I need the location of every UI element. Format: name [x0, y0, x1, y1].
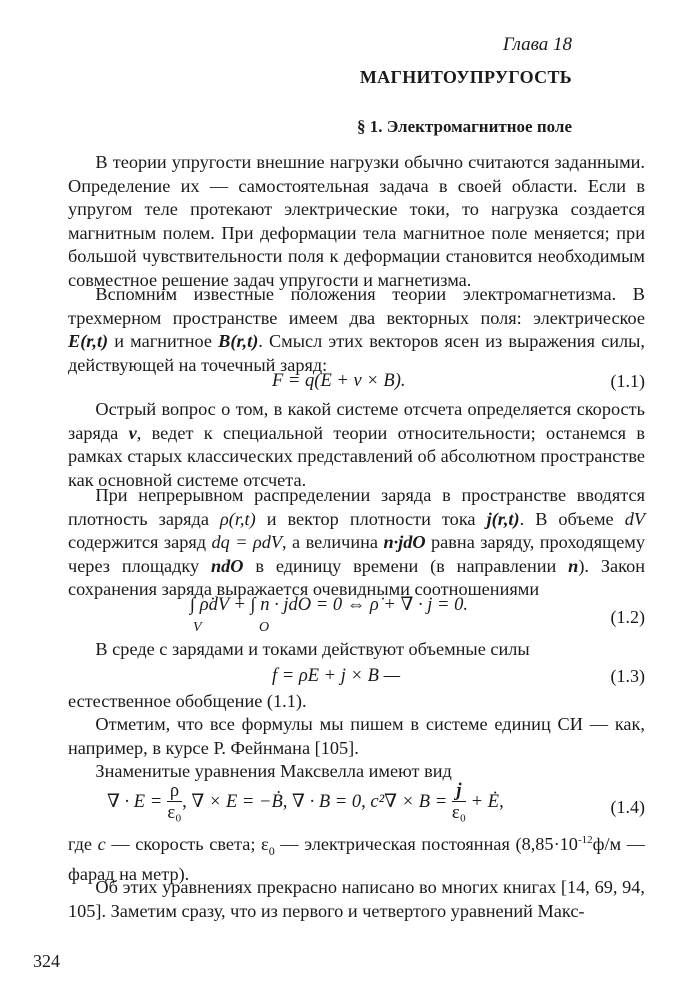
paragraph-7: Отметим, что все формулы мы пишем в системе единиц СИ — как, например, в курсе Р. Фейнмана [105].: [68, 714, 645, 758]
equation-1-2-lower-o: O: [259, 620, 270, 635]
equation-1-4: [107, 781, 504, 824]
paragraph-9: где c — скорость света; $\varepsilon_0$ — электрическая постоянная ($8,85\cdot 10^{-12}ф/м$ — фарад на метр).: [68, 834, 645, 885]
eq4-part2: , ∇ × E = −Ḃ, ∇ · B = 0, c²∇ × B =: [182, 791, 448, 812]
paragraph-8: Знаменитые уравнения Максвелла имеют вид: [95, 761, 452, 781]
paragraph-1: В теории упругости внешние нагрузки обычно считаются заданными. Определение их — самостоятельная задача в своей области. Если в упругом теле протекают электрические токи, то нагрузка создается магнитным полем. При деформации тела магнитное поле меняется; при большой чувствительности поля к деформации становится необходимым совместное решение задач упругости и магнетизма.: [68, 152, 645, 290]
equation-1-2-number: (1.2): [610, 607, 645, 627]
paragraph-3: Острый вопрос о том, в какой системе отсчета определяется скорость заряда v, ведет к специальной теории относительности; останемся в рамках старых классических представлений об абсолютном пространстве как основной системе отсчета.: [68, 399, 646, 490]
equation-1-1-number: (1.1): [610, 371, 645, 391]
paragraph-5: В среде с зарядами и токами действуют объемные силы: [95, 639, 530, 659]
paragraph-10: Об этих уравнениях прекрасно написано во многих книгах [14, 69, 94, 105]. Заметим сразу, что из первого и четвертого уравнений Макс-: [68, 877, 645, 921]
paragraph-6: естественное обобщение (1.1).: [68, 691, 307, 711]
equation-1-2: ∫ ρ̇dV + ∫ n · jdO = 0 ⇔ ρ̇ + ∇ · j = 0.: [190, 595, 468, 615]
equation-1-1: F = q(E + v × B).: [272, 371, 406, 391]
chapter-title: МАГНИТОУПРУГОСТЬ: [359, 67, 572, 87]
equation-1-4-number: (1.4): [610, 797, 645, 817]
eq4-fraction-1: $\frac{\rho}{\text{ε₀}}$: [167, 781, 182, 823]
paragraph-4: При непрерывном распределении заряда в пространстве вводятся плотность заряда ρ(r,t) и вектор плотности тока j(r,t). В объеме dV содержится заряд dq = ρdV, а величина n·jdO равна заряду, проходящему через площадку ndO в единицу времени (в направлении n). Закон сохранения заряда выражается очевидными соотношениями: [68, 485, 646, 600]
page-number: 324: [33, 951, 60, 971]
eq4-fraction-2: $\frac{j}{\text{ε₀}}$: [451, 781, 467, 823]
equation-1-2-lower-v: V: [193, 620, 202, 635]
equation-1-3-number: (1.3): [610, 666, 645, 686]
paragraph-2: Вспомним известные положения теории электромагнетизма. В трехмерном пространстве имеем два векторных поля: электрическое E(r,t) и магнитное B(r,t). Смысл этих векторов ясен из выражения силы, действующей на точечный заряд:: [68, 284, 645, 375]
eq4-part3: + Ė,: [470, 791, 504, 812]
chapter-label: Глава 18: [502, 34, 572, 55]
section-title: § 1. Электромагнитное поле: [357, 117, 572, 136]
eq4-part1: ∇ · E =: [107, 791, 163, 812]
equation-1-3: f = ρE + j × B —: [272, 666, 401, 686]
